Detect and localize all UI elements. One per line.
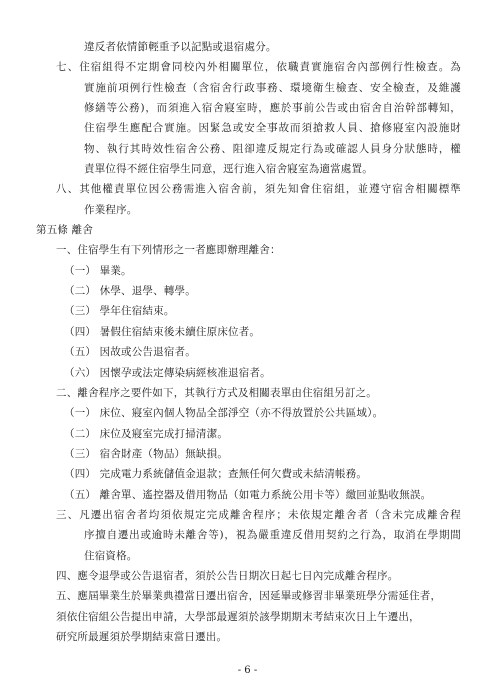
text-line: 四、應令退學或公告退宿者，須於公告日期次日起七日內完成離舍程序。 [56,570,399,582]
text-line: （二） 休學、退學、轉學。 [64,285,196,297]
text-line: 一、住宿學生有下列情形之一者應即辦理離舍： [56,244,281,256]
text-line: 修繕等公務)，而須進入宿舍寢室時，應於事前公告或由宿舍自治幹部轉知， [84,102,461,114]
text-line: 違反者依情節輕重予以記點或退宿處分。 [84,41,277,53]
text-line: （四） 完成電力系統儲值金退款；查無任何欠費或未結清帳務。 [64,468,368,480]
text-line: （四） 暑假住宿結束後未續住原床位者。 [64,326,261,338]
text-line: 序擅自遷出或逾時未離舍等)，視為嚴重違反借用契約之行為，取消在學期間 [84,529,461,541]
text-line: （五） 離舍單、遙控器及借用物品（如電力系統公用卡等）繳回並點收無誤。 [64,489,432,501]
text-line: 七、住宿組得不定期會同校內外相關單位，依職責實施宿舍內部例行性檢查。為 [56,61,461,73]
text-line: （一） 床位、寢室內個人物品全部淨空（亦不得放置於公共區域）。 [64,407,384,419]
text-line: 八、其他權責單位因公務需進入宿舍前，須先知會住宿組，並遵守宿舍相關標準 [56,183,461,195]
text-line: （二） 床位及寢室完成打掃清潔。 [64,428,229,440]
text-line: （一） 畢業。 [64,265,132,277]
text-line: 第五條 離舍 [36,224,94,236]
text-line: 責單位得不經住宿學生同意，逕行進入宿舍寢室為適當處置。 [84,163,373,175]
text-line: 二、離舍程序之要件如下，其執行方式及相關表單由住宿組另訂之。 [56,387,377,399]
text-line: （三） 宿舍財產（物品）無缺損。 [64,448,229,460]
text-line: （六） 因懷孕或法定傳染病經核准退宿者。 [64,367,271,379]
text-line: 須依住宿組公告提出申請，大學部最遲須於該學期期末考結束次日上午遷出， [56,611,420,623]
text-line: 實施前項例行性檢查（含宿舍行政事務、環境衛生檢查、安全檢查，及維護 [84,82,461,94]
text-line: 住宿資格。 [84,550,138,562]
text-line: 作業程序。 [84,204,138,216]
text-line: 三、凡遷出宿舍者均須依規定完成離舍程序；未依規定離舍者（含未完成離舍程 [56,509,461,521]
text-line: 五、應屆畢業生於畢業典禮當日遷出宿舍，因延畢或修習非畢業班學分需延住者， [56,590,442,602]
text-line: 研究所最遲須於學期結束當日遷出。 [56,631,228,643]
text-line: 物、執行其時效性宿舍公務、阻卻違反規定行為或確認人員身分狀態時，權 [84,143,461,155]
text-line: （五） 因故或公告退宿者。 [64,346,196,358]
text-line: 住宿學生應配合實施。因緊急或安全事故而須搶救人員、搶修寢室內設施財 [84,122,461,134]
page-number: - 6 - [237,665,258,676]
text-line: （三） 學年住宿結束。 [64,305,175,317]
